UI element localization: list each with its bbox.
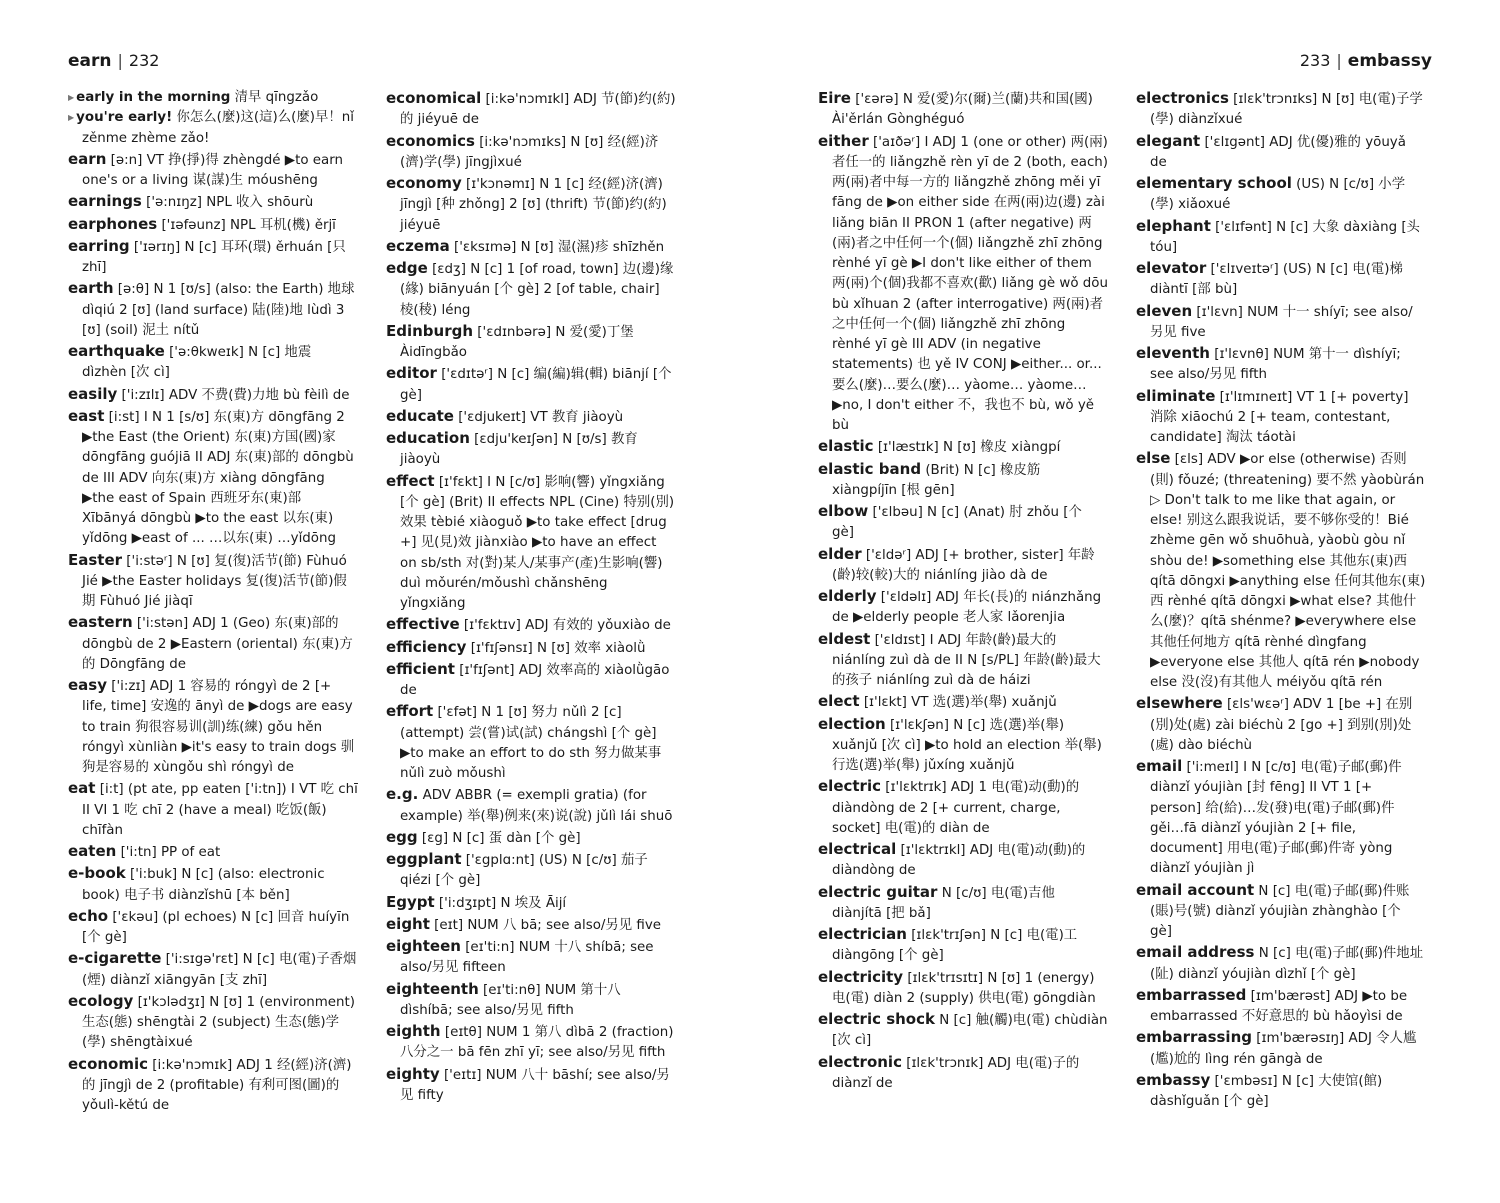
headword: email <box>1136 757 1183 775</box>
definition: ['ə:nɪŋz] NPL 收入 shōurù <box>141 195 314 211</box>
headword: embarrassing <box>1136 1028 1252 1047</box>
headword: electricity <box>818 967 904 986</box>
headword: eczema <box>386 236 450 255</box>
dictionary-entry <box>1136 343 1426 386</box>
headword: embassy <box>1136 1070 1211 1089</box>
definition: ['ɛmbəsɪ] N [c] 大使馆(館) dàshǐguǎn [个 gè] <box>1150 1073 1383 1109</box>
dictionary-entry <box>386 173 676 236</box>
definition: [ɪ'læstɪk] N [ʊ] 橡皮 xiàngpí <box>873 440 1061 456</box>
definition: ['ɪərɪŋ] N [c] 耳环(環) ěrhuán [只 zhī] <box>82 239 346 275</box>
dictionary-entry <box>386 406 676 428</box>
dictionary-column <box>386 88 676 1106</box>
dictionary-entry <box>818 1052 1108 1095</box>
definition: 清早 qīngzǎo <box>230 90 319 105</box>
headword: elegant <box>1136 131 1201 150</box>
definition: ADV ABBR (= exempli gratia) (for example) 举(舉)例来(來)说(說) jǔlì lái shuō <box>400 788 673 824</box>
definition: [ɪ'fɪʃənt] ADJ 效率高的 xiàolǜgāo de <box>400 662 670 698</box>
dictionary-entry <box>68 948 358 991</box>
definition: [ɪ'fɛkt] I N [c/ʊ] 影响(響) yǐngxiǎng [个 gè] (Brit) II effects NPL (Cine) 特别(別)效果 tèbié xiàoguǒ ▶to take effect [drug +] 见(見)效 jiànxiào ▶to have an effect on sb/sth 对(對)某人/某事产(產)生影响(響) duì mǒurén/mǒushì chǎnshēng yǐngxiǎng <box>400 474 675 611</box>
dictionary-entry <box>68 236 358 279</box>
definition: (US) N [c/ʊ] 小学(學) xiǎoxué <box>1150 177 1406 213</box>
definition: [ɛdʒ] N [c] 1 [of road, town] 边(邊)缘(緣) biānyuán [个 gè] 2 [of table, chair] 棱(稜) léng <box>400 262 674 318</box>
headword: economics <box>386 131 475 150</box>
headword: elementary school <box>1136 174 1292 192</box>
headword: eggplant <box>386 850 462 868</box>
dictionary-entry <box>1136 386 1426 449</box>
dictionary-entry <box>1136 448 1426 693</box>
dictionary-column <box>68 88 358 1116</box>
dictionary-entry <box>818 967 1108 1010</box>
headword: electrical <box>818 840 897 858</box>
dictionary-entry <box>818 882 1108 925</box>
dictionary-entry <box>1136 1070 1426 1113</box>
definition: ['ɛksɪmə] N [ʊ] 湿(濕)疹 shīzhěn <box>449 239 665 255</box>
dictionary-entry <box>68 906 358 949</box>
dictionary-entry <box>68 406 358 550</box>
headword: email account <box>1136 880 1255 899</box>
dictionary-entry <box>386 936 676 979</box>
definition: ['i:zɪ] ADJ 1 容易的 róngyì de 2 [+ life, time] 安逸的 ānyì de ▶dogs are easy to train 狗很容易训(訓)练(練) gǒu hěn róngyì xùnliàn ▶it's easy to train dogs 驯狗是容易的 xùngǒu shì róngyì de <box>82 679 355 775</box>
dictionary-entry <box>386 236 676 258</box>
dictionary-entry <box>386 827 676 849</box>
headword: e-book <box>68 864 126 883</box>
headword: education <box>386 429 470 447</box>
dictionary-entry <box>1136 942 1426 985</box>
dictionary-entry <box>818 88 1108 131</box>
definition: [ɪ'fɪʃənsɪ] N [ʊ] 效率 xiàolǜ <box>466 640 646 656</box>
dictionary-entry <box>386 321 676 364</box>
dictionary-entry <box>818 776 1108 839</box>
headword: earring <box>68 236 130 255</box>
dictionary-entry <box>1136 1027 1426 1070</box>
definition: ['i:meɪl] I N [c/ʊ] 电(電)子邮(郵)件 diànzǐ yóujiàn [封 fēng] II VT 1 [+ person] 给(給)…发(發)电(電)子邮(郵)件 gěi…fā diànzǐ yóujiàn 2 [+ file, document] 用电(電)子邮(郵)件寄 yòng diànzǐ yóujiàn jì <box>1150 760 1402 877</box>
definition: [ɪ'lɛvn] NUM 十一 shíyī; see also/另见 five <box>1150 304 1413 340</box>
definition: [ɪlɛk'trɪsɪtɪ] N [ʊ] 1 (energy) 电(電) diàn 2 (supply) 供电(電) gōngdiàn <box>832 970 1096 1006</box>
dictionary-entry <box>818 501 1108 544</box>
headword: email address <box>1136 943 1255 962</box>
headword: electric shock <box>818 1010 935 1028</box>
dictionary-column <box>818 88 1108 1094</box>
headword: elbow <box>818 502 869 520</box>
dictionary-entry <box>1136 756 1426 880</box>
headword: easy <box>68 676 108 694</box>
dictionary-entry <box>68 841 358 863</box>
dictionary-entry <box>68 278 358 341</box>
example-phrase: ▶ early in the morning <box>68 90 230 105</box>
dictionary-entry <box>68 108 358 149</box>
headword: egg <box>386 827 418 846</box>
dictionary-entry <box>386 784 676 827</box>
running-head: earn <box>68 51 112 71</box>
definition: [i:t] (pt ate, pp eaten ['i:tn]) I VT 吃 chī II VI 1 吃 chī 2 (have a meal) 吃饭(飯) chīfàn <box>82 782 358 838</box>
headword: echo <box>68 906 109 925</box>
definition: ['ɛlɪgənt] ADJ 优(優)雅的 yōuyǎ de <box>1150 134 1406 170</box>
dictionary-entry <box>386 701 676 784</box>
definition: ['i:zɪlɪ] ADV 不费(費)力地 bù fèilì de <box>117 387 350 403</box>
definition: ['ɛfət] N 1 [ʊ] 努力 nǔlì 2 [c] (attempt) 尝(嘗)试(試) chángshì [个 gè] ▶to make an effort to do sth 努力做某事 nǔlì zuò mǒushì <box>400 705 662 781</box>
dictionary-entry <box>68 149 358 192</box>
definition: [ə:n] VT 挣(掙)得 zhèngdé ▶to earn one's or a living 谋(謀)生 móushēng <box>82 152 343 188</box>
dictionary-entry <box>68 550 358 613</box>
definition: [ɪ'lɛkʃən] N [c] 选(選)举(舉) xuǎnjǔ [次 cì] ▶to hold an election 举(舉)行选(選)举(舉) jǔxíng xuǎnjǔ <box>832 717 1102 773</box>
definition: [ɪm'bærəsɪŋ] ADJ 令人尴(尷)尬的 lìng rén gāngà de <box>1150 1031 1417 1067</box>
dictionary-entry <box>386 1064 676 1107</box>
headword: eldest <box>818 629 871 648</box>
headword: effort <box>386 702 434 721</box>
headword: earthquake <box>68 342 165 360</box>
definition: ['eɪtɪ] NUM 八十 bāshí; see also/另见 fifty <box>400 1067 670 1103</box>
header-divider: | <box>117 51 123 70</box>
dictionary-entry <box>1136 173 1426 216</box>
headword: Eire <box>818 89 851 107</box>
definition: ['i:tn] PP of eat <box>116 845 221 860</box>
headword: eleventh <box>1136 344 1210 362</box>
dictionary-entry <box>818 131 1108 437</box>
definition: N [c] 电(電)子邮(郵)件账(賬)号(號) diànzǐ yóujiàn zhànghào [个 gè] <box>1150 883 1410 939</box>
definition: [ɪ'fɛktɪv] ADJ 有效的 yǒuxiào de <box>459 618 671 634</box>
definition: [ɪlɛk'trɔnɪk] ADJ 电(電)子的 diànzǐ de <box>832 1055 1080 1091</box>
headword: earphones <box>68 214 158 233</box>
dictionary-entry <box>386 1021 676 1064</box>
headword: elect <box>818 692 860 711</box>
definition: N [c] 电(電)子邮(郵)件地址(阯) diànzǐ yóujiàn dìzhǐ [个 gè] <box>1150 946 1424 982</box>
dictionary-entry <box>68 778 358 841</box>
dictionary-entry <box>68 1054 358 1117</box>
headword: eight <box>386 914 430 933</box>
definition: ['ɛdjukeɪt] VT 教育 jiàoyù <box>453 409 624 425</box>
headword: Egypt <box>386 892 435 911</box>
definition: ['i:stəʳ] N [ʊ] 复(復)活节(節) Fùhuó Jié ▶the Easter holidays 复(復)活节(節)假期 Fùhuó Jié jiàqī <box>82 553 347 609</box>
dictionary-entry <box>386 979 676 1022</box>
definition: ['i:dʒɪpt] N 埃及 Āijí <box>434 895 567 911</box>
dictionary-entry <box>818 924 1108 967</box>
definition: ['ɛərə] N 爱(愛)尔(爾)兰(蘭)共和国(國) Ài'ěrlán Gònghéguó <box>832 92 1093 128</box>
definition: N [c/ʊ] 电(電)吉他 diànjítā [把 bǎ] <box>832 885 1055 921</box>
dictionary-entry <box>1136 131 1426 174</box>
dictionary-entry <box>1136 693 1426 756</box>
definition: ['aɪðəʳ] I ADJ 1 (one or other) 两(兩)者任一的 liǎngzhě rèn yī de 2 (both, each) 两(兩)者中每一方的 liǎngzhě zhōng měi yī fāng de ▶on either side 在两(兩)边(邊) zài liǎng biān II PRON 1 (after negative) 两(兩)者之中任何一个(個) liǎngzhě zhī zhōng rènhé yī gè ▶I don't like either of them 两(兩)个(個)我都不喜欢(歡) liǎng gè wǒ dōu bù xǐhuan 2 (after interrogative) 两(兩)者之中任何一个(個) liǎngzhě zhī zhōng rènhé yī gè III ADV (in negative statements) 也 yě IV CONJ ▶either... or... 要么(麼)…要么(麼)… yàome… yàome… ▶no, I don't either 不，我也不 bù, wǒ yě bù <box>832 134 1109 433</box>
dictionary-entry <box>1136 880 1426 943</box>
dictionary-entry <box>386 363 676 406</box>
definition: [ɪ'kɔnəmɪ] N 1 [c] 经(經)济(濟) jīngjì [种 zhǒng] 2 [ʊ] (thrift) 节(節)约(約) jiéyuē <box>400 177 667 233</box>
headword: elephant <box>1136 216 1211 235</box>
definition: (Brit) N [c] 橡皮筋 xiàngpíjīn [根 gēn] <box>832 462 1041 498</box>
definition: [ɪ'lɛktrɪkl] ADJ 电(電)动(動)的 diàndòng de <box>832 843 1086 879</box>
dictionary-entry <box>818 839 1108 882</box>
dictionary-entry <box>1136 216 1426 259</box>
definition: ['ɛlɪveɪtəʳ] (US) N [c] 电(電)梯 diàntī [部 bù] <box>1150 262 1403 298</box>
dictionary-entry <box>386 258 676 321</box>
definition: ['i:stən] ADJ 1 (Geo) 东(東)部的 dōngbù de 2 ▶Eastern (oriental) 东(東)方的 Dōngfāng de <box>82 616 353 672</box>
headword: eighteenth <box>386 979 479 998</box>
definition: [ɪ'lɛvnθ] NUM 第十一 dìshíyī; see also/另见 fifth <box>1150 347 1401 383</box>
definition: [ɛls'wɛəʳ] ADV 1 [be +] 在别(別)处(處) zài biéchù 2 [go +] 到别(別)处(處) dào biéchù <box>1150 697 1413 753</box>
headword: e-cigarette <box>68 949 162 968</box>
definition: ['ɛldɪst] I ADJ 年龄(齡)最大的 niánlíng zuì dà de II N [s/PL] 年龄(齡)最大的孩子 niánlíng zuì dà de háizi <box>832 632 1101 688</box>
dictionary-entry <box>386 428 676 471</box>
dictionary-entry <box>818 629 1108 692</box>
headword: educate <box>386 406 454 425</box>
page-number: 232 <box>128 51 160 70</box>
headword: embarrassed <box>1136 985 1247 1004</box>
headword: east <box>68 406 105 425</box>
headword: efficiency <box>386 637 467 656</box>
dictionary-entry <box>1136 258 1426 301</box>
dictionary-entry <box>386 659 676 702</box>
dictionary-entry <box>818 586 1108 629</box>
definition: ['ɛkəu] (pl echoes) N [c] 回音 huíyīn [个 gè] <box>82 909 350 945</box>
definition: [ɛdju'keɪʃən] N [ʊ/s] 教育 jiàoyù <box>400 432 638 468</box>
definition: [ɛg] N [c] 蛋 dàn [个 gè] <box>417 830 581 846</box>
dictionary-entry <box>386 614 676 636</box>
headword: eleven <box>1136 301 1193 320</box>
dictionary-entry <box>386 849 676 892</box>
dictionary-entry <box>818 714 1108 777</box>
headword: eighteen <box>386 937 461 955</box>
definition: [eɪ'ti:n] NUM 十八 shíbā; see also/另见 fifteen <box>400 940 654 976</box>
definition: ['ɛlbəu] N [c] (Anat) 肘 zhǒu [个 gè] <box>832 505 1082 541</box>
headword: earth <box>68 279 114 298</box>
page-header-right <box>1300 50 1432 72</box>
definition: ['ɛldəʳ] ADJ [+ brother, sister] 年龄(齡)较(較)大的 niánlíng jiào dà de <box>832 547 1095 583</box>
definition: [ɛls] ADV ▶or else (otherwise) 否则(則) fǒuzé; (threatening) 要不然 yàobùrán ▷ Don't talk to me like that again, or else! 别这么跟我说话，要不够你受的！Bié zhème gēn wǒ shuōhuà, yàobù gòu nǐ shòu de! ▶something else 其他东(東)西 qítā dōngxi ▶anything else 任何其他东(東)西 rènhé qítā dōngxi ▶what else? 其他什么(麼)？qítā shénme? ▶everywhere else 其他任何地方 qítā rènhé dìngfang ▶everyone else 其他人 qítā rén ▶nobody else 没(沒)有其他人 méiyǒu qítā rén <box>1150 452 1426 690</box>
dictionary-entry <box>818 436 1108 458</box>
dictionary-entry <box>1136 985 1426 1028</box>
definition: [eɪt] NUM 八 bā; see also/另见 five <box>429 917 662 933</box>
headword: edge <box>386 259 428 277</box>
definition: [ɪm'bærəst] ADJ ▶to be embarrassed 不好意思的 bù hǎoyìsi de <box>1150 988 1408 1024</box>
headword: eliminate <box>1136 386 1216 405</box>
definition: [eɪ'ti:nθ] NUM 第十八 dìshíbā; see also/另见 fifth <box>400 982 621 1018</box>
headword: electric <box>818 777 881 796</box>
headword: eaten <box>68 842 117 860</box>
headword: efficient <box>386 659 455 678</box>
headword: elevator <box>1136 259 1207 277</box>
page-number: 233 <box>1299 51 1331 70</box>
headword: electric guitar <box>818 882 938 901</box>
dictionary-entry <box>818 1009 1108 1052</box>
headword: economic <box>68 1054 149 1073</box>
dictionary-entry <box>68 88 358 108</box>
definition: [eɪtθ] NUM 1 第八 dìbā 2 (fraction) 八分之一 bā fēn zhī yī; see also/另见 fifth <box>400 1025 674 1061</box>
dictionary-entry <box>68 991 358 1054</box>
definition: ['ɛdɪtəʳ] N [c] 编(編)辑(輯) biānjí [个 gè] <box>400 367 672 403</box>
dictionary-entry <box>68 863 358 906</box>
definition: ['ɛgplɑ:nt] (US) N [c/ʊ] 茄子 qiézi [个 gè] <box>400 853 648 889</box>
dictionary-entry <box>386 914 676 936</box>
headword: editor <box>386 364 437 383</box>
headword: elsewhere <box>1136 694 1223 713</box>
right-page <box>750 0 1500 1203</box>
headword: Easter <box>68 550 123 569</box>
dictionary-entry <box>386 131 676 174</box>
dictionary-entry <box>68 675 358 778</box>
headword: e.g. <box>386 785 419 804</box>
headword: economy <box>386 174 462 192</box>
headword: earn <box>68 149 107 168</box>
dictionary-entry <box>1136 88 1426 131</box>
headword: either <box>818 131 869 150</box>
definition: ['ə:θkweɪk] N [c] 地震 dìzhèn [次 cì] <box>82 345 312 381</box>
headword: effect <box>386 471 435 490</box>
headword: elastic <box>818 437 874 456</box>
dictionary-entry <box>1136 301 1426 344</box>
page-header-left <box>68 50 159 72</box>
headword: elderly <box>818 587 877 605</box>
headword: economical <box>386 89 482 107</box>
definition: N [c] 触(觸)电(電) chùdiàn [次 cì] <box>832 1013 1108 1049</box>
headword: else <box>1136 449 1171 468</box>
headword: effective <box>386 615 460 634</box>
headword: ecology <box>68 991 134 1010</box>
definition: [ɪ'lɪmɪneɪt] VT 1 [+ poverty] 消除 xiāochú 2 [+ team, contestant, candidate] 淘汰 táotài <box>1150 389 1409 445</box>
definition: ['ɪəfəunz] NPL 耳机(機) ěrjī <box>157 217 336 233</box>
definition: [ɪlɛk'trɪʃən] N [c] 电(電)工 diàngōng [个 gè] <box>832 928 1078 964</box>
definition: [i:kə'nɔmɪk] ADJ 1 经(經)济(濟)的 jīngjì de 2 (profitable) 有利可图(圖)的 yǒulì-kětú de <box>82 1057 352 1113</box>
dictionary-entry <box>68 214 358 236</box>
dictionary-entry <box>68 384 358 406</box>
definition: ['i:sɪgə'rɛt] N [c] 电(電)子香烟(煙) diànzǐ xiāngyān [支 zhī] <box>82 952 357 988</box>
dictionary-entry <box>68 341 358 384</box>
headword: elder <box>818 544 862 563</box>
header-divider: | <box>1336 51 1342 70</box>
definition: ['ɛlɪfənt] N [c] 大象 dàxiàng [头 tóu] <box>1150 219 1420 255</box>
definition: [i:st] I N 1 [s/ʊ] 东(東)方 dōngfāng 2 ▶the East (the Orient) 东(東)方国(國)家 dōngfāng guójiā II ADJ 东(東)部的 dōngbù de III ADV 向东(東)方 xiàng dōngfāng ▶the east of Spain 西班牙东(東)部 Xībānyá dōngbù ▶to the east 以东(東) yǐdōng ▶east of ... …以东(東) …yǐdōng <box>82 409 354 547</box>
definition: [ɪlɛk'trɔnɪks] N [ʊ] 电(電)子学(學) diànzǐxué <box>1150 92 1423 128</box>
headword: easily <box>68 384 118 403</box>
definition: 你怎么(麼)这(這)么(麼)早！nǐ zěnme zhème zǎo! <box>82 110 354 146</box>
dictionary-entry <box>386 471 676 615</box>
headword: electrician <box>818 925 907 943</box>
headword: election <box>818 714 886 733</box>
dictionary-entry <box>386 88 676 131</box>
definition: [ɪ'kɔlədʒɪ] N [ʊ] 1 (environment) 生态(態) shēngtài 2 (subject) 生态(態)学(學) shēngtàixué <box>82 994 355 1051</box>
headword: electronic <box>818 1052 902 1071</box>
headword: eastern <box>68 613 133 632</box>
example-phrase: ▶ you're early! <box>68 110 172 125</box>
dictionary-entry <box>68 612 358 675</box>
definition: [ɪ'lɛktrɪk] ADJ 1 电(電)动(動)的 diàndòng de 2 [+ current, charge, socket] 电(電)的 diàn de <box>832 780 1080 836</box>
definition: ['ɛdɪnbərə] N 爱(愛)丁堡 Àidīngbǎo <box>400 324 634 360</box>
headword: eighty <box>386 1064 440 1083</box>
running-head: embassy <box>1347 51 1432 71</box>
headword: Edinburgh <box>386 321 474 340</box>
headword: eat <box>68 779 96 798</box>
headword: eighth <box>386 1022 441 1040</box>
dictionary-entry <box>818 544 1108 587</box>
dictionary-entry <box>818 459 1108 502</box>
headword: earnings <box>68 192 142 211</box>
dictionary-entry <box>386 637 676 659</box>
definition: [i:kə'nɔmɪks] N [ʊ] 经(經)济(濟)学(學) jīngjìxué <box>400 134 659 170</box>
definition: [ɪ'lɛkt] VT 选(選)举(舉) xuǎnjǔ <box>859 695 1057 711</box>
definition: [ə:θ] N 1 [ʊ/s] (also: the Earth) 地球 dìqiú 2 [ʊ] (land surface) 陆(陸)地 lùdì 3 [ʊ] (soil) 泥土 nítǔ <box>82 282 355 338</box>
headword: elastic band <box>818 459 922 478</box>
definition: ['i:buk] N [c] (also: electronic book) 电子书 diànzǐshū [本 běn] <box>82 867 325 903</box>
dictionary-entry <box>818 691 1108 713</box>
headword: electronics <box>1136 89 1229 107</box>
dictionary-column <box>1136 88 1426 1112</box>
dictionary-entry <box>386 892 676 914</box>
definition: [i:kə'nɔmɪkl] ADJ 节(節)约(約)的 jiéyuē de <box>400 92 676 128</box>
definition: ['ɛldəlɪ] ADJ 年长(長)的 niánzhǎng de ▶elderly people 老人家 lǎorenjia <box>832 590 1102 626</box>
dictionary-entry <box>68 191 358 213</box>
